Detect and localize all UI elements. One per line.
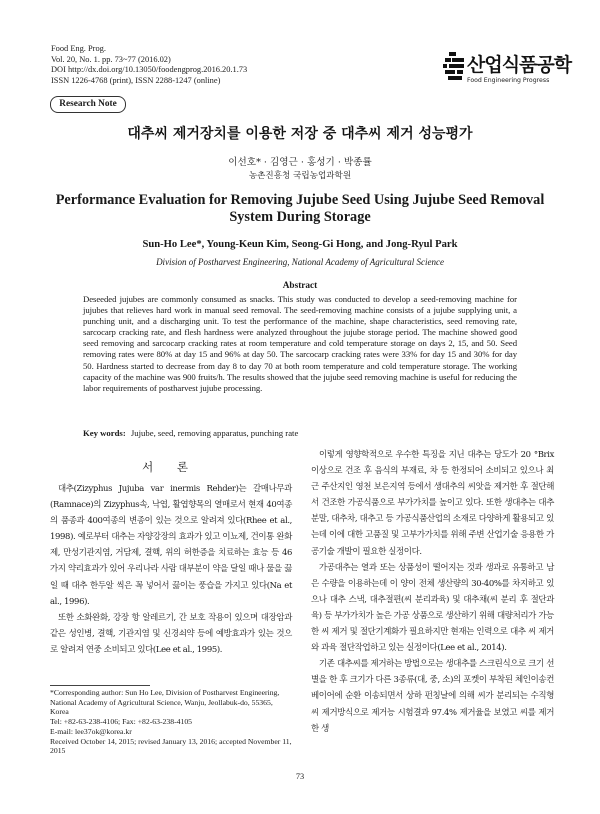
abstract-text: Deseeded jujubes are commonly consumed as snacks. This study was conducted to develop a seed-removing machine for jujubes that relieves hard work in manual seed removal. The seed-removing machine consists of a jujube supplying unit, a punching unit, and a discharging unit. To test the performance of the machine, shape characteristics, seed removing rate, sarcocarp cracking rate, and flesh hardness were analyzed throughout the jujube storage period. The machine showed good seed removing and sarcocarp cracking rates at room temperature and cold temperature storage on days 2, 15, and 50. Seed removing rates were 80% at day 15 and 96% at day 50. The sarcocarp cracking rates were 33% for day 15 and 30% for day 50. Hardness started to decrease from day 8 to day 70 at both room temperature and cold temperature storage. The working capacity of the machine was 900 fruits/h. The results showed that the jujube seed removing machine is useful for reducing the labor requirements of postharvest jujube processing. bbox=[83, 294, 517, 393]
journal-volume: Vol. 20, No. 1. pp. 73~77 (2016.02) bbox=[51, 54, 171, 64]
journal-name: Food Eng. Prog. bbox=[51, 44, 106, 53]
journal-doi: DOI http://dx.doi.org/10.13050/foodengprog.2016.20.1.73 bbox=[51, 65, 248, 75]
body-right-column bbox=[311, 446, 554, 736]
body-paragraph: 대추(Zizyphus Jujuba var inermis Rehder)는 갈매나무과(Ramnace)의 Zizyphus속, 낙엽, 활엽향목의 열매로서 현재 40여종의 품종과 400여종의 변종이 있는 것으로 알려져 있다(Rhee et al., 1998). 예로부터 대추는 자양강장의 효과가 있고 이뇨제, 건이통 완화제, 만성기관지염, 거담제, 결핵, 위의 허한증을 치료하는 효능 등 46가지 약리효과가 있어 우리나라 사람 대부분이 약을 달일 때나 물을 끓일 때 대추 한두알 씩은 꼭 넣어서 끓이는 풍습을 가지고 있다(Na et al., 1996). bbox=[50, 483, 292, 606]
body-paragraph: 기존 대추씨를 제거하는 방법으로는 생대추를 스크린식으로 크기 선별을 한 후 크기가 다른 3종류(대, 중, 소)의 포켓이 부착된 체인이송컨베이어에 순환 이송되면서 상하 펀칭날에 의해 씨가 분리되는 수직형 씨 제거방식으로 제거능 시험결과 97.4% 제거율을 보였고 씨를 제거한 생 bbox=[311, 658, 554, 733]
korean-affiliation: 농촌진흥청 국립농업과학원 bbox=[248, 171, 352, 181]
footnote-phone: Tel: +82-63-238-4106; Fax: +82-63-238-4105 bbox=[50, 717, 193, 727]
body-paragraph: 이렇게 영향학적으로 우수한 특징을 지닌 대추는 당도가 20 °Brix 이상으로 건조 후 음식의 부재료, 차 등 한정되어 소비되고 있으나 최근 주산지인 영천 보은지역 등에서 생대추의 씨앗을 제거한 후 절단해서 건조한 가공식품으로 부가가치를 높이고 있다. 또한 생대추는 대추분말, 대추차, 대추고 등 가공식품산업의 소재로 다양하게 활용되고 있는데 이에 대한 고품질 및 고부가가치를 위해 주변 산업기술 응용한 가공기술 개발이 필요한 실정이다. bbox=[311, 449, 554, 556]
english-authors: Sun-Ho Lee*, Young-Keun Kim, Seong-Gi Hong, and Jong-Ryul Park bbox=[142, 239, 458, 250]
logo-text: 산업식품공학 bbox=[467, 54, 572, 76]
english-title: Performance Evaluation for Removing Jujube Seed Using Jujube Seed Removal System During Storage bbox=[55, 192, 545, 225]
journal-header bbox=[51, 44, 247, 86]
journal-logo bbox=[443, 50, 572, 94]
journal-issn: ISSN 1226-4768 (print), ISSN 2288-1247 (online) bbox=[51, 75, 221, 85]
footnote-email: E-mail: lee37ok@korea.kr bbox=[50, 726, 132, 736]
body-left-column bbox=[50, 480, 292, 657]
footnote-correspondence: *Corresponding author: Sun Ho Lee, Division of Postharvest Engineering, National Academy of Agricultural Science, Wanju, Jeollabuk-do, 55365, Korea bbox=[50, 688, 280, 717]
english-affiliation: Division of Postharvest Engineering, National Academy of Agricultural Science bbox=[156, 257, 444, 267]
keywords bbox=[83, 428, 298, 438]
body-paragraph: 가공대추는 열과 또는 상품성이 떨어지는 것과 생과로 유통하고 남은 수량을 이용하는데 이 양이 전체 생산량의 30-40%를 차지하고 있으나 대추 스낵, 대추절편(씨 분리과육) 및 대추채(씨 분리 후 절단과육) 등 부가가치가 높은 가공 상품으로 생산하기 위해 대량처리가 가능한 씨 제거 및 절단기계화가 필요하지만 현재는 인력으로 대추 씨 제거와 과육 절단작업하고 있는 실정이다(Lee et al., 2014). bbox=[311, 561, 554, 653]
logo-subtitle: Food Engineering Progress bbox=[467, 77, 550, 84]
footnote-dates: Received October 14, 2015; revised January 13, 2016; accepted November 11, 2015 bbox=[50, 736, 292, 756]
korean-authors: 이선호* · 김영근 · 홍성기 · 박종률 bbox=[228, 157, 372, 168]
article-type-badge: Research Note bbox=[50, 96, 126, 113]
body-paragraph: 또한 소화완화, 강장 항 알레르기, 간 보호 작용이 있으며 대장암과 같은 성인병, 결핵, 기관지염 및 신경쇠약 등에 예방효과가 있는 것으로 알려져 연중 소비되고 있다(Lee et al., 1995). bbox=[50, 611, 292, 654]
keywords-label: Key words: bbox=[83, 428, 126, 438]
footnote bbox=[50, 688, 293, 756]
footnote-divider bbox=[50, 685, 150, 686]
korean-title: 대추씨 제거장치를 이용한 저장 중 대추씨 제거 성능평가 bbox=[127, 126, 473, 142]
page-number: 73 bbox=[295, 772, 305, 781]
section-heading: 서 론 bbox=[142, 460, 198, 474]
abstract-heading: Abstract bbox=[282, 281, 318, 291]
logo-mark-icon bbox=[443, 52, 465, 82]
keywords-text: Jujube, seed, removing apparatus, punching rate bbox=[130, 428, 299, 438]
